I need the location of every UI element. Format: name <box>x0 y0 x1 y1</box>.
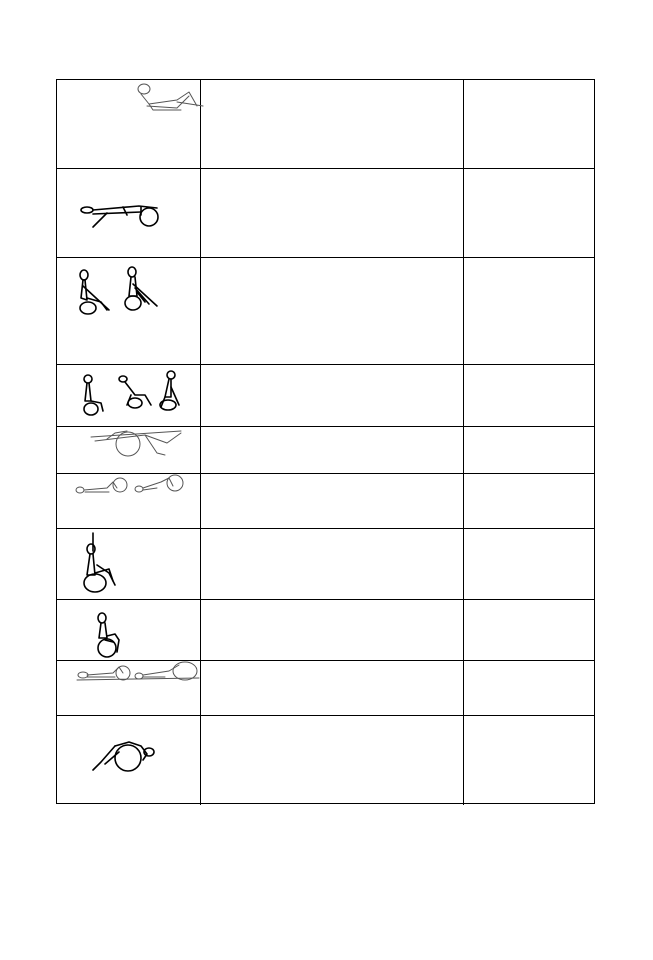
table-row <box>57 365 594 427</box>
figure-cell <box>57 365 201 426</box>
figure-cell <box>57 600 201 660</box>
figure-cell <box>57 258 201 364</box>
exercise-figure-6 <box>57 474 201 529</box>
figure-cell <box>57 427 201 473</box>
exercise-figure-2 <box>57 169 201 258</box>
table-row <box>57 529 594 600</box>
description-cell <box>201 474 464 528</box>
figure-cell <box>57 474 201 528</box>
note-cell <box>464 529 594 599</box>
note-cell <box>464 169 594 257</box>
exercise-figure-9 <box>57 661 201 716</box>
description-cell <box>201 661 464 715</box>
figure-cell <box>57 80 201 168</box>
table-row <box>57 80 594 169</box>
description-cell <box>201 600 464 660</box>
note-cell <box>464 427 594 473</box>
description-cell <box>201 80 464 168</box>
table-row <box>57 169 594 258</box>
table-row <box>57 427 594 474</box>
exercise-figure-1 <box>57 80 201 169</box>
description-cell <box>201 258 464 364</box>
figure-cell <box>57 716 201 805</box>
table-row <box>57 474 594 529</box>
exercise-figure-7 <box>57 529 201 600</box>
table-row <box>57 600 594 661</box>
figure-cell <box>57 529 201 599</box>
exercise-figure-8 <box>57 600 201 661</box>
exercise-table <box>56 79 595 804</box>
description-cell <box>201 365 464 426</box>
note-cell <box>464 474 594 528</box>
table-row <box>57 716 594 805</box>
exercise-figure-3 <box>57 258 201 365</box>
note-cell <box>464 661 594 715</box>
exercise-figure-5 <box>57 427 201 474</box>
exercise-figure-4 <box>57 365 201 427</box>
description-cell <box>201 529 464 599</box>
figure-cell <box>57 169 201 257</box>
description-cell <box>201 427 464 473</box>
note-cell <box>464 716 594 805</box>
note-cell <box>464 365 594 426</box>
note-cell <box>464 600 594 660</box>
note-cell <box>464 80 594 168</box>
description-cell <box>201 716 464 805</box>
exercise-figure-10 <box>57 716 201 805</box>
note-cell <box>464 258 594 364</box>
figure-cell <box>57 661 201 715</box>
description-cell <box>201 169 464 257</box>
table-row <box>57 661 594 716</box>
table-row <box>57 258 594 365</box>
